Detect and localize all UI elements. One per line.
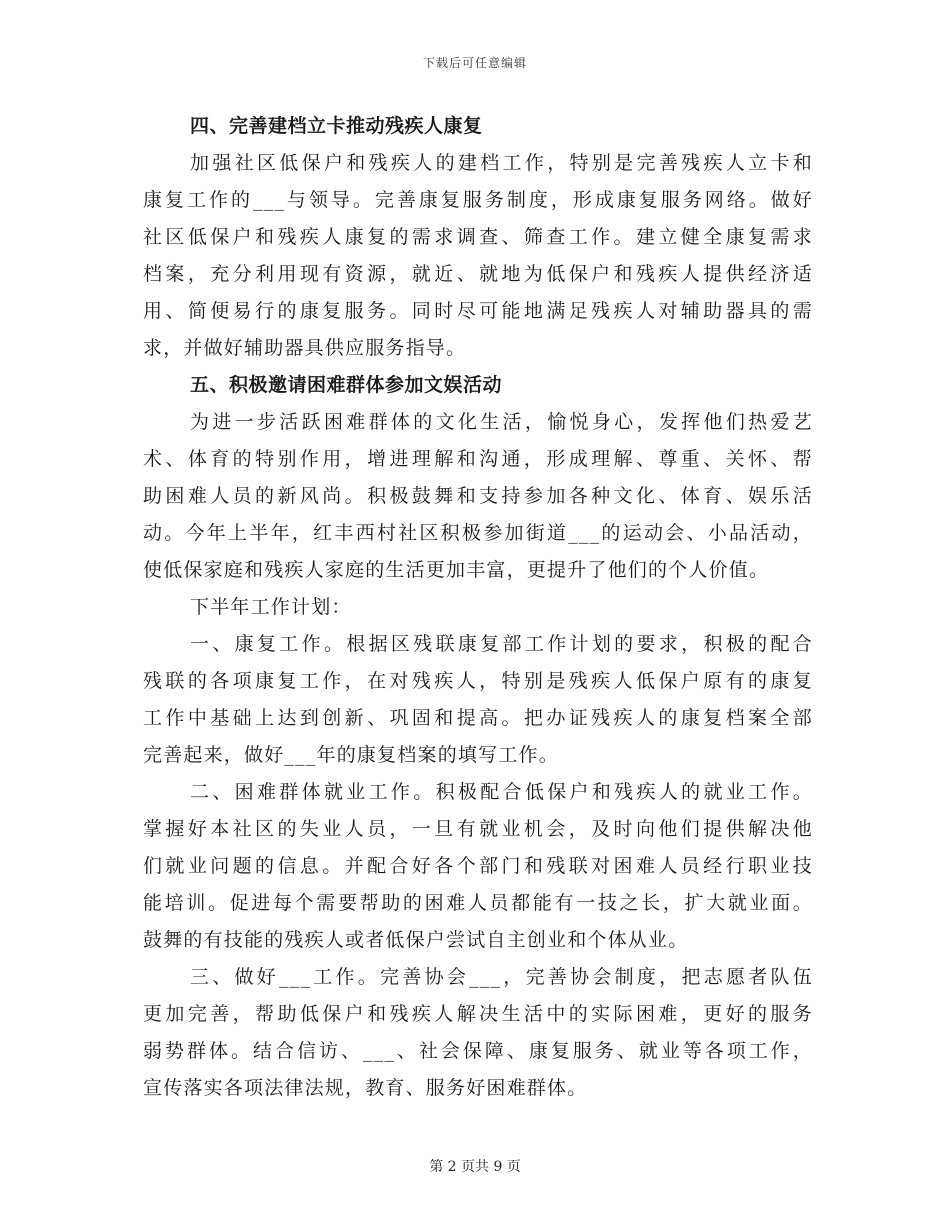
text-line: 二、困难群体就业工作。积极配合低保户和残疾人的就业工作。 [190, 781, 813, 803]
text-line: 用、简便易行的康复服务。同时尽可能地满足残疾人对辅助器具的需 [143, 300, 813, 322]
text-line: 使低保家庭和残疾人家庭的生活更加丰富，更提升了他们的个人价值。 [143, 559, 770, 581]
text-line: 动。今年上半年，红丰西村社区积极参加街道___的运动会、小品活动， [143, 522, 813, 544]
text-line: 求，并做好辅助器具供应服务指导。 [143, 337, 467, 359]
text-line: 完善起来，做好___年的康复档案的填写工作。 [143, 744, 559, 766]
text-line: 掌握好本社区的失业人员，一旦有就业机会，及时向他们提供解决他 [143, 818, 813, 840]
text-line: 档案，充分利用现有资源，就近、就地为低保户和残疾人提供经济适 [143, 263, 813, 285]
page-footer: 第 2 页共 9 页 [429, 1159, 521, 1175]
text-line: 助困难人员的新风尚。积极鼓舞和支持参加各种文化、体育、娱乐活 [143, 485, 813, 507]
document-body [143, 108, 813, 1107]
paragraph-rehab-records [143, 145, 813, 367]
text-line: 三、做好___工作。完善协会___，完善协会制度，把志愿者队伍 [190, 966, 813, 988]
text-line: 为进一步活跃困难群体的文化生活，愉悦身心，发挥他们热爱艺 [190, 411, 813, 433]
text-line: 术、体育的特别作用，增进理解和沟通，形成理解、尊重、关怀、帮 [143, 448, 813, 470]
paragraph-plan-employment [143, 774, 813, 959]
section-heading-4: 四、完善建档立卡推动残疾人康复 [190, 115, 483, 137]
text-line: 能培训。促进每个需要帮助的困难人员都能有一技之长，扩大就业面。 [143, 892, 813, 914]
paragraph-plan-rehab [143, 626, 813, 774]
paragraph-cultural-activities [143, 404, 813, 589]
paragraph-plan-intro [143, 589, 813, 626]
text-line: 康复工作的___与领导。完善康复服务制度，形成康复服务网络。做好 [143, 189, 813, 211]
text-line: 们就业问题的信息。并配合好各个部门和残联对困难人员经行职业技 [143, 855, 813, 877]
paragraph-plan-volunteer [143, 959, 813, 1107]
text-line: 工作中基础上达到创新、巩固和提高。把办证残疾人的康复档案全部 [143, 707, 813, 729]
text-line: 加强社区低保户和残疾人的建档工作，特别是完善残疾人立卡和 [190, 152, 813, 174]
page-header: 下载后可任意编辑 [422, 56, 527, 70]
text-line: 下半年工作计划： [190, 596, 352, 618]
text-line: 一、康复工作。根据区残联康复部工作计划的要求，积极的配合 [190, 633, 813, 655]
text-line: 残联的各项康复工作，在对残疾人，特别是残疾人低保户原有的康复 [143, 670, 813, 692]
text-line: 弱势群体。结合信访、___、社会保障、康复服务、就业等各项工作， [143, 1040, 813, 1062]
text-line: 社区低保户和残疾人康复的需求调查、筛查工作。建立健全康复需求 [143, 226, 813, 248]
section-heading-5: 五、积极邀请困难群体参加文娱活动 [190, 374, 503, 396]
text-line: 更加完善，帮助低保户和残疾人解决生活中的实际困难，更好的服务 [143, 1003, 813, 1025]
text-line: 宣传落实各项法律法规，教育、服务好困难群体。 [143, 1077, 588, 1099]
text-line: 鼓舞的有技能的残疾人或者低保户尝试自主创业和个体从业。 [143, 929, 689, 951]
